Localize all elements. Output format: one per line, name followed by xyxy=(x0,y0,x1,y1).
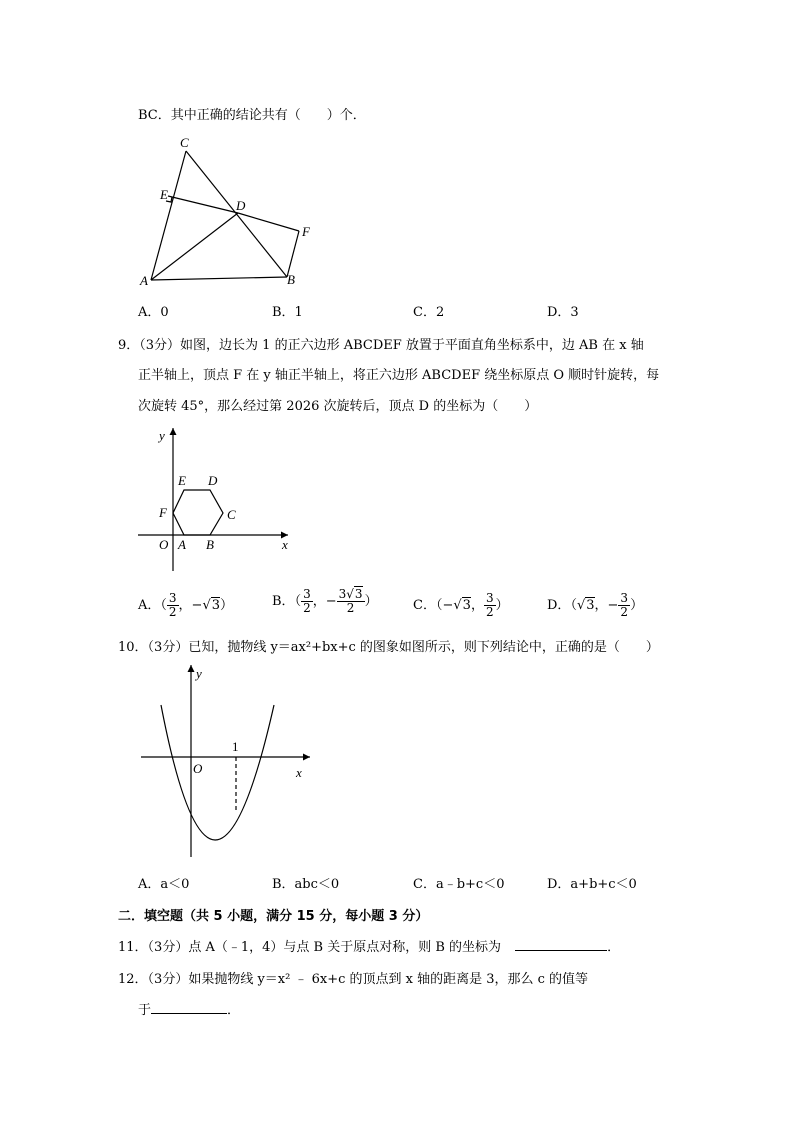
q10-option-c: C．a﹣b+c＜0 xyxy=(413,877,505,892)
q10-option-a: A．a＜0 xyxy=(138,877,190,892)
q9-label-e: E xyxy=(178,473,186,488)
q9-axis-x-label: x xyxy=(282,537,288,552)
q8-label-a: A xyxy=(140,273,148,288)
q11-end: ． xyxy=(607,940,621,955)
q9-option-a-num: 3 xyxy=(168,591,177,605)
q9-option-b: B．（ $\frac{3}{2}$ ，− $\frac{3√3}{2}$ ） xyxy=(272,587,378,615)
q9-label-f: F xyxy=(159,505,167,520)
q12-end: ． xyxy=(227,1003,241,1018)
q9-option-b-letter: B． xyxy=(272,594,295,609)
q9-option-b-coef: 3 xyxy=(338,587,347,601)
q9-option-b-den2: 2 xyxy=(346,601,355,615)
q8-label-b: B xyxy=(287,272,295,287)
q9-option-b-sep: ，− xyxy=(312,594,337,609)
q12-prefix: 于 xyxy=(138,1003,152,1018)
q9-option-a-sep: ，− xyxy=(178,598,203,613)
q11-text xyxy=(118,936,620,955)
q8-stem-tail: BC．其中正确的结论共有（ ）个． xyxy=(138,108,366,123)
q9-option-c-num: 3 xyxy=(485,591,494,605)
q9-option-d-letter: D． xyxy=(547,598,571,613)
q9-option-d-sep: ，− xyxy=(594,598,619,613)
q9-stem-line-2: 正半轴上，顶点 F 在 y 轴正半轴上，将正六边形 ABCDEF 绕坐标原点 O 顺时针旋转，每 xyxy=(138,368,660,383)
q10-axis-y-label: y xyxy=(196,666,202,681)
q9-axis-y-label: y xyxy=(159,428,165,443)
q10-option-b: B．abc＜0 xyxy=(272,877,340,892)
q9-option-a-radicand: 3 xyxy=(211,598,221,613)
q9-option-d-num: 3 xyxy=(620,591,629,605)
q9-option-c: C．（−√3， $\frac{3}{2}$ ） xyxy=(413,591,509,619)
q9-option-c-minus: − xyxy=(442,598,454,613)
q9-option-c-fraction xyxy=(484,592,496,619)
q9-option-d-radicand: 3 xyxy=(586,598,595,613)
q8-triangle-figure xyxy=(130,130,330,295)
q12-answer-blank[interactable] xyxy=(151,1013,227,1014)
q10-label-one: 1 xyxy=(232,739,239,754)
q8-option-a: A．0 xyxy=(138,305,169,320)
q9-option-d-fraction xyxy=(618,592,630,619)
q9-label-o: O xyxy=(159,537,169,552)
q9-option-b-radicand: 3 xyxy=(354,587,363,601)
q12-stem-line-1: 12．（3分）如果抛物线 y＝x² ﹣ 6x+c 的顶点到 x 轴的距离是 3，那么 c 的值等 xyxy=(118,972,589,987)
q10-option-d: D．a+b+c＜0 xyxy=(547,877,637,892)
q9-option-b-fraction-1 xyxy=(301,588,313,615)
section-2-heading: 二．填空题（共 5 小题，满分 15 分，每小题 3 分） xyxy=(118,909,429,924)
q8-label-f: F xyxy=(302,224,310,239)
q9-option-b-fraction-2: $\frac{3√3}{2}$ xyxy=(338,587,363,615)
q8-option-b: B．1 xyxy=(272,305,303,320)
q9-option-a-fraction xyxy=(167,592,179,619)
q8-label-e: E xyxy=(160,187,168,202)
q9-label-c: C xyxy=(227,507,236,522)
q9-stem-line-3: 次旋转 45°，那么经过第 2026 次旋转后，顶点 D 的坐标为（ ） xyxy=(138,399,538,414)
q10-parabola-figure xyxy=(138,660,318,860)
q9-option-b-den: 2 xyxy=(303,601,311,615)
q8-option-c: C．2 xyxy=(413,305,445,320)
q8-option-d: D．3 xyxy=(547,305,579,320)
q9-option-d: D．（√3，− $\frac{3}{2}$ ） xyxy=(547,591,644,619)
q9-label-d: D xyxy=(208,473,218,488)
q11-answer-blank[interactable] xyxy=(515,950,607,951)
q8-label-d: D xyxy=(236,198,246,213)
q9-option-c-letter: C． xyxy=(413,598,436,613)
q9-option-a: A．（ $\frac{3}{2}$ ，−√3） xyxy=(138,591,234,619)
q12-stem-line-2 xyxy=(138,999,240,1018)
q9-label-b: B xyxy=(206,537,214,552)
q10-axis-x-label: x xyxy=(296,765,302,780)
q10-stem: 10．（3分）已知，抛物线 y＝ax²+bx+c 的图象如图所示，则下列结论中，正确的是（ ） xyxy=(118,640,659,655)
q9-option-c-radicand: 3 xyxy=(462,598,471,613)
q8-label-c: C xyxy=(180,135,189,150)
q9-option-a-letter: A． xyxy=(138,598,161,613)
q9-stem-line-1: 9．（3分）如图，边长为 1 的正六边形 ABCDEF 放置于平面直角坐标系中，边 AB 在 x 轴 xyxy=(118,338,644,353)
q9-hexagon-figure xyxy=(130,423,305,573)
q9-option-b-num: 3 xyxy=(303,587,311,601)
q11-stem: 11．（3分）点 A（﹣1，4）与点 B 关于原点对称，则 B 的坐标为 xyxy=(118,940,502,955)
q9-option-c-sep: ， xyxy=(470,598,484,613)
q9-option-c-den: 2 xyxy=(485,605,494,619)
q9-option-a-den: 2 xyxy=(168,605,177,619)
q10-label-o: O xyxy=(193,761,203,776)
q9-option-d-den: 2 xyxy=(620,605,629,619)
q9-label-a: A xyxy=(178,537,186,552)
